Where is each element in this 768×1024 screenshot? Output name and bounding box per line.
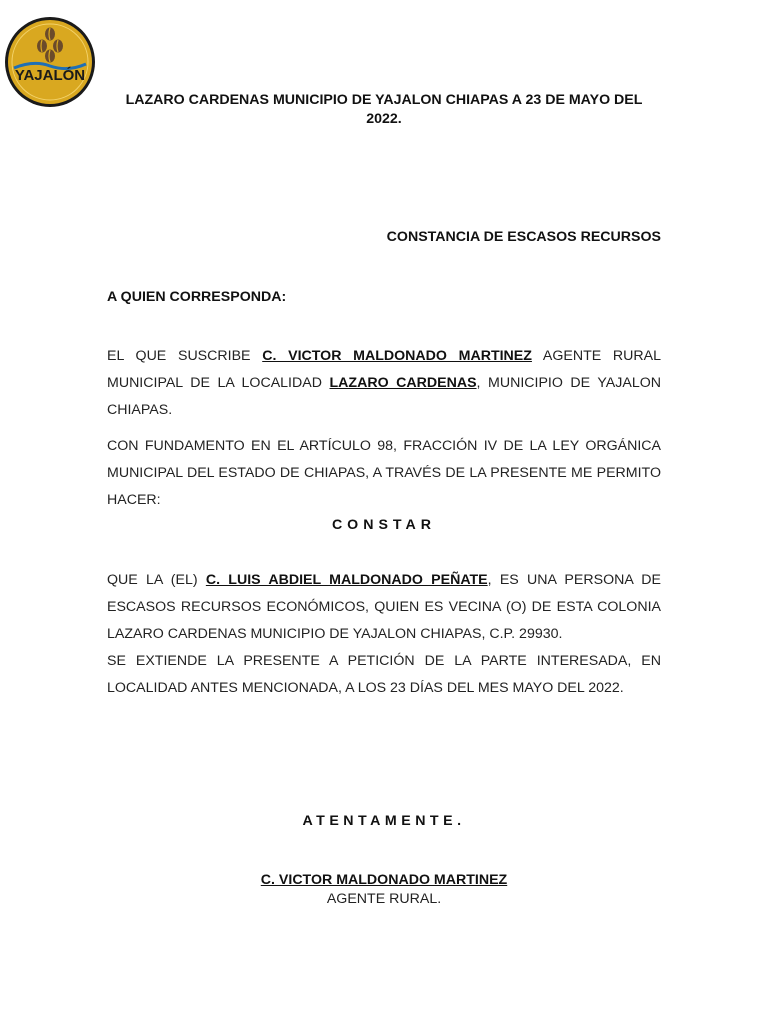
logo-name: YAJALÓN	[14, 67, 86, 84]
yajalon-logo	[4, 16, 96, 108]
place-date-header: LAZARO CARDENAS MUNICIPIO DE YAJALON CHIAPAS A 23 DE MAYO DEL 2022.	[125, 92, 643, 127]
paragraph-text: QUE LA (EL)	[107, 572, 206, 588]
paragraph-text: AGENTE RURAL MUNICIPAL DE LA LOCALIDAD	[107, 348, 661, 391]
body-section	[107, 343, 661, 523]
paragraph-legal-basis: CON FUNDAMENTO EN EL ARTÍCULO 98, FRACCIÓN IV DE LA LEY ORGÁNICA MUNICIPAL DEL ESTADO DE CHIAPAS, A TRAVÉS DE LA PRESENTE ME PERMITO HACER:	[107, 438, 661, 508]
greeting: A QUIEN CORRESPONDA:	[107, 289, 287, 305]
paragraph-text: , MUNICIPIO DE YAJALON CHIAPAS.	[107, 375, 662, 418]
paragraph-text: , ES UNA PERSONA DE ESCASOS RECURSOS ECONÓMICOS, QUIEN ES VECINA (O) DE ESTA COLONIA LAZARO CARDENAS MUNICIPIO DE YAJALON CHIAPAS, C.P. 29930.	[107, 572, 661, 642]
subscriber-name: C. VICTOR MALDONADO MARTINEZ	[262, 348, 532, 364]
paragraph-subscriber	[107, 343, 661, 424]
constar-heading: CONSTAR	[331, 517, 437, 533]
paragraph-issuance: SE EXTIENDE LA PRESENTE A PETICIÓN DE LA PARTE INTERESADA, EN LOCALIDAD ANTES MENCIONADA, A LOS 23 DÍAS DEL MES MAYO DEL 2022.	[107, 653, 661, 696]
beneficiary-name: C. LUIS ABDIEL MALDONADO PEÑATE	[205, 572, 488, 588]
closing-heading: ATENTAMENTE.	[302, 813, 466, 829]
coffee-bean-seal-icon	[4, 16, 96, 108]
signatory-name: C. VICTOR MALDONADO MARTINEZ	[260, 872, 508, 888]
document-title: CONSTANCIA DE ESCASOS RECURSOS	[386, 229, 661, 245]
signatory-role: AGENTE RURAL.	[326, 891, 442, 907]
paragraph-text: EL QUE SUSCRIBE	[107, 348, 263, 364]
certification-section	[107, 567, 661, 702]
paragraph-certification	[107, 567, 661, 648]
locality-name: LAZARO CARDENAS	[329, 375, 477, 391]
